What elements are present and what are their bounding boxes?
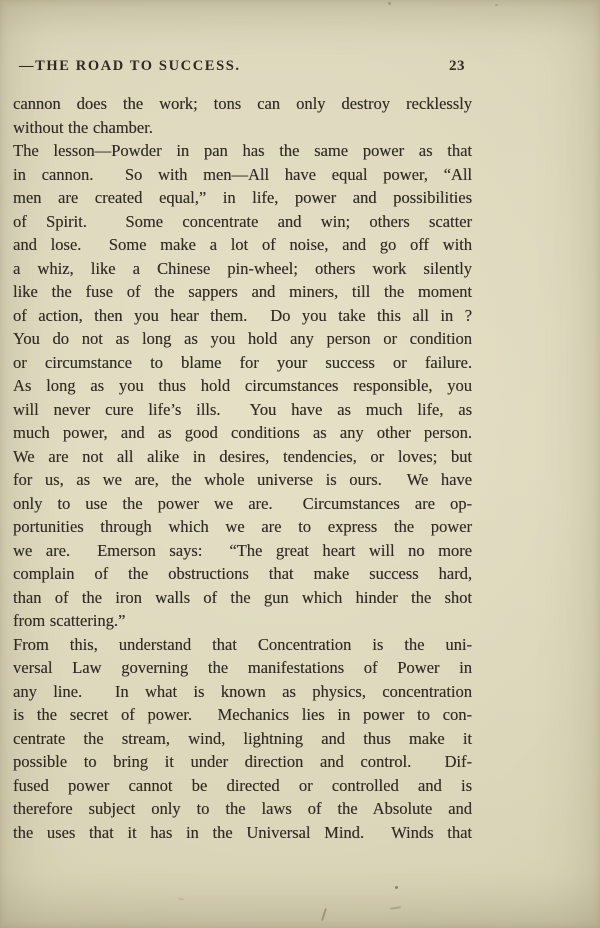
text-line: is the secret of power. Mechanics lies in power to con- (13, 705, 472, 724)
paper-speck (495, 4, 498, 6)
text-line: The lesson—Powder in pan has the same power as that (13, 141, 472, 160)
text-line: or circumstance to blame for your success or failure. (13, 352, 472, 372)
text-line: You do not as long as you hold any person or condition (13, 329, 472, 348)
running-title: —THE ROAD TO SUCCESS. (19, 58, 241, 74)
page-header (13, 58, 472, 75)
text-line: men are created equal,” in life, power and possibilities (13, 188, 472, 207)
paper-smudge (178, 897, 184, 900)
text-line: much power, and as good conditions as any other person. (13, 423, 472, 442)
text-line: of action, then you hear them. Do you take this all in ? (13, 305, 472, 325)
pencil-mark (321, 908, 327, 921)
text-line: a whiz, like a Chinese pin-wheel; others work silently (13, 258, 472, 278)
text-line: we are. Emerson says: “The great heart will no more (13, 540, 472, 560)
paper-smudge (390, 906, 401, 910)
page-number: 23 (449, 58, 465, 74)
text-line: of Spirit. Some concentrate and win; others scatter (13, 211, 472, 231)
text-line: like the fuse of the sappers and miners, till the moment (13, 282, 472, 301)
text-line: versal Law governing the manifestations of Power in (13, 658, 472, 677)
text-line: portunities through which we are to express the power (13, 517, 472, 536)
text-line: in cannon. So with men—All have equal power, “All (13, 164, 472, 184)
text-line: any line. In what is known as physics, concentration (13, 681, 472, 701)
text-line: from scattering.” (13, 611, 126, 630)
text-line: From this, understand that Concentration is the uni- (13, 634, 472, 654)
text-line: for us, as we are, the whole universe is ours. We have (13, 470, 472, 489)
text-line: and lose. Some make a lot of noise, and go off with (13, 235, 472, 254)
text-line: without the chamber. (13, 117, 153, 137)
text-line: the uses that it has in the Universal Mind. Winds that (13, 822, 472, 842)
text-line: centrate the stream, wind, lightning and thus make it (13, 728, 472, 748)
text-line: complain of the obstructions that make success hard, (13, 564, 472, 583)
paper-speck (395, 886, 398, 889)
text-line: fused power cannot be directed or controlled and is (13, 775, 472, 795)
text-line: We are not all alike in desires, tendencies, or loves; but (13, 446, 472, 466)
text-line: than of the iron walls of the gun which hinder the shot (13, 587, 472, 607)
paragraph (13, 633, 472, 845)
text-line: cannon does the work; tons can only destroy recklessly (13, 94, 472, 113)
text-line: will never cure life’s ills. You have as much life, as (13, 399, 472, 419)
text-line: only to use the power we are. Circumstances are op- (13, 493, 472, 513)
paragraph (13, 92, 472, 139)
text-line: therefore subject only to the laws of the Absolute and (13, 799, 472, 818)
paragraph (13, 139, 472, 633)
text-line: possible to bring it under direction and control. Dif- (13, 752, 472, 771)
page-body (13, 92, 472, 844)
text-line: As long as you thus hold circumstances responsible, you (13, 376, 472, 395)
paper-speck (388, 2, 391, 5)
